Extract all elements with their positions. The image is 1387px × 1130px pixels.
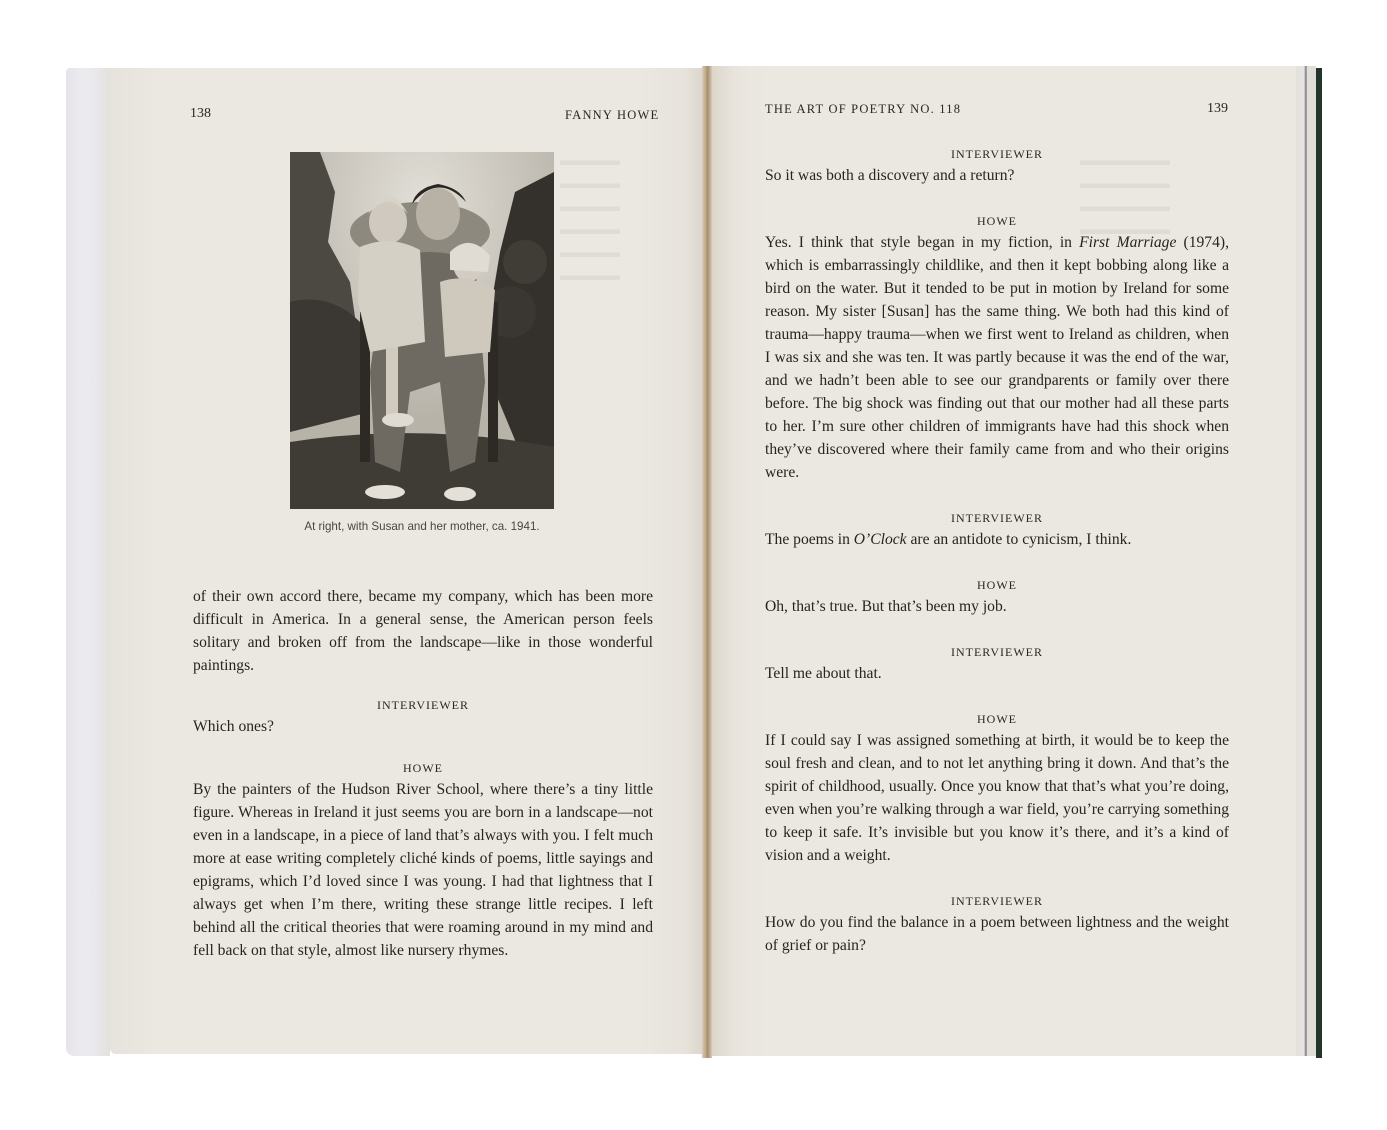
page-number-left: 138 (190, 106, 211, 121)
left-page-stack-edge (66, 68, 110, 1056)
interviewer-question: So it was both a discovery and a return? (765, 167, 1015, 184)
page-number-right: 139 (1207, 101, 1228, 116)
photo-caption: At right, with Susan and her mother, ca. 1941. (304, 520, 540, 533)
historical-photo (290, 152, 554, 509)
speaker-label-interviewer: INTERVIEWER (950, 511, 1044, 525)
back-cover-edge (1316, 68, 1322, 1058)
interviewer-question: The poems in O’Clock are an antidote to cynicism, I think. (765, 531, 1132, 548)
howe-answer: If I could say I was assigned something at birth, it would be to keep the soul fresh and clean, and to not let anything bring it down. And that’s the spirit of childhood, usually. Once you know that that’s what you’re doing, even when you’re walking through a war field, you’re carrying something to keep it safe. It’s invisible but you know it’s there, and it’s a kind of vision and a weight. (765, 732, 1229, 864)
right-page-stack-edge (1296, 66, 1316, 1056)
howe-answer: By the painters of the Hudson River School, where there’s a tiny little figure. Whereas in Ireland it just seems you are born in a landscape—not even in a landscape, in a piece of land that’s always with you. I felt much more at ease writing completely cliché kinds of poems, little sayings and epigrams, which I’d loved since I was young. I had that lightness that I always get when I’m there, writing these strange little recipes. I left behind all the critical theories that were roaming around in my mind and fell back on that style, almost like nursery rhymes. (193, 781, 653, 959)
book-title-italic: O’Clock (853, 531, 907, 548)
speaker-label-interviewer: INTERVIEWER (950, 645, 1044, 659)
speaker-label-howe: HOWE (977, 214, 1017, 228)
running-head-series-title: THE ART OF POETRY NO. 118 (765, 102, 962, 116)
howe-answer: Oh, that’s true. But that’s been my job. (765, 598, 1007, 615)
photo-illustration (290, 152, 554, 509)
book-gutter (702, 66, 712, 1058)
paragraph: of their own accord there, became my company, which has been more difficult in America. In a general sense, the American person feels solitary and broken off from the landscape—like in those wonderful paintings. (193, 588, 653, 674)
book-title-italic: First Marriage (1079, 234, 1177, 251)
speaker-label-howe: HOWE (403, 761, 443, 775)
speaker-label-howe: HOWE (977, 712, 1017, 726)
right-page-body (765, 144, 1229, 957)
interviewer-question: Tell me about that. (765, 665, 882, 682)
speaker-label-interviewer: INTERVIEWER (950, 147, 1044, 161)
running-head-author: FANNY HOWE (565, 108, 660, 122)
left-page-body (193, 585, 653, 962)
interviewer-question: Which ones? (193, 718, 274, 735)
howe-answer: Yes. I think that style began in my fiction, in First Marriage (1974), which is embarrassingly childlike, and then it kept bobbing along like a bird on the water. But it tended to be put in motion by Ireland for some reason. My sister [Susan] has the same thing. We both had this kind of trauma—happy trauma—when we first went to Ireland as children, when I was six and she was ten. It was partly because it was the end of the war, and we hadn’t been able to see our grandparents or family over there before. The big shock was finding out that our mother had all these parts to her. I’m sure other children of immigrants have had this shock when they’ve discovered where their family came from and who their origins were. (765, 234, 1229, 481)
speaker-label-interviewer: INTERVIEWER (376, 698, 470, 712)
speaker-label-howe: HOWE (977, 578, 1017, 592)
speaker-label-interviewer: INTERVIEWER (950, 894, 1044, 908)
interviewer-question: How do you find the balance in a poem between lightness and the weight of grief or pain? (765, 914, 1229, 954)
